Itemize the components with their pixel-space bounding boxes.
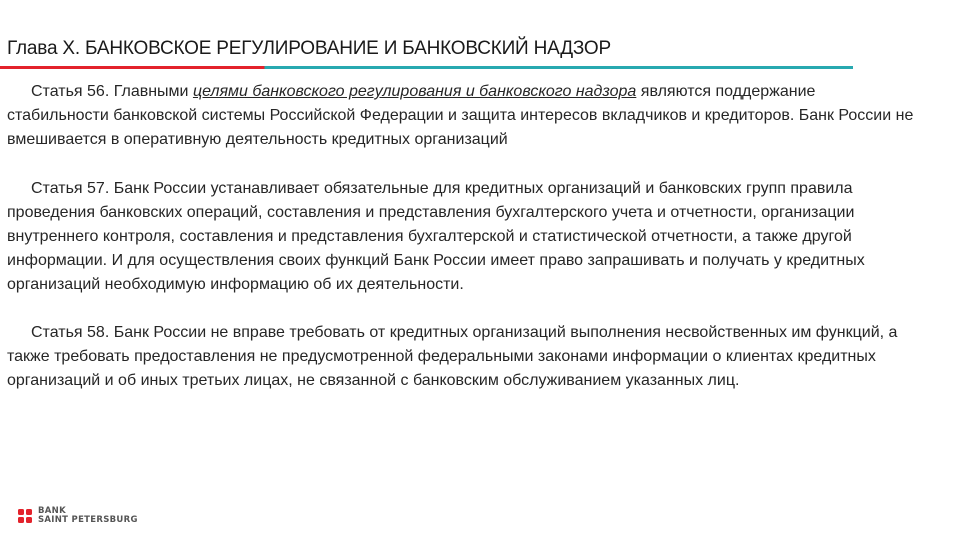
slide-title: Глава X. БАНКОВСКОЕ РЕГУЛИРОВАНИЕ И БАНКОВСКИЙ НАДЗОР [7, 38, 611, 59]
article-57-text: . Банк России устанавливает обязательные для кредитных организаций и банковских групп правила проведения банковских операций, составления и представления бухгалтерского учета и отчетности, организации внутреннего контроля, составления и представления бухгалтерской и статистической отчетности, а также другой информации. И для осуществления своих функций Банк России имеет право запрашивать и получать у кредитных организаций необходимую информацию об их деятельности. [7, 180, 865, 293]
title-underline-divider [0, 66, 853, 69]
article-58-label: Статья 58 [31, 324, 105, 341]
article-56-label: Статья 56. [31, 83, 110, 100]
article-57-paragraph [7, 177, 919, 297]
article-56-underlined-phrase: целями банковского регулирования и банковского надзора [192, 83, 637, 100]
logo-line-1: BANK [38, 506, 66, 516]
article-56-paragraph [7, 80, 919, 152]
bank-logo-mark-icon [18, 509, 32, 523]
article-56-text-after: являются поддержание стабильности банковской системы Российской Федерации и защита интересов вкладчиков и кредиторов. Банк России не вмешивается в оперативную деятельность кредитных организаций [7, 83, 914, 148]
article-58-text: . Банк России не вправе требовать от кредитных организаций выполнения несвойственных им функций, а также требовать предоставления не предусмотренной федеральными законами информации о клиентах кредитных организаций и об иных третьих лицах, не связанной с банковским обслуживанием указанных лиц. [7, 324, 898, 389]
logo-line-2: SAINT PETERSBURG [38, 515, 138, 525]
article-56-text-before: Главными [109, 83, 193, 100]
article-57-label: Статья 57 [31, 180, 105, 197]
article-text-block [7, 80, 919, 417]
article-58-paragraph [7, 321, 919, 393]
bank-saint-petersburg-logo [18, 504, 138, 528]
logo-text [38, 507, 138, 525]
